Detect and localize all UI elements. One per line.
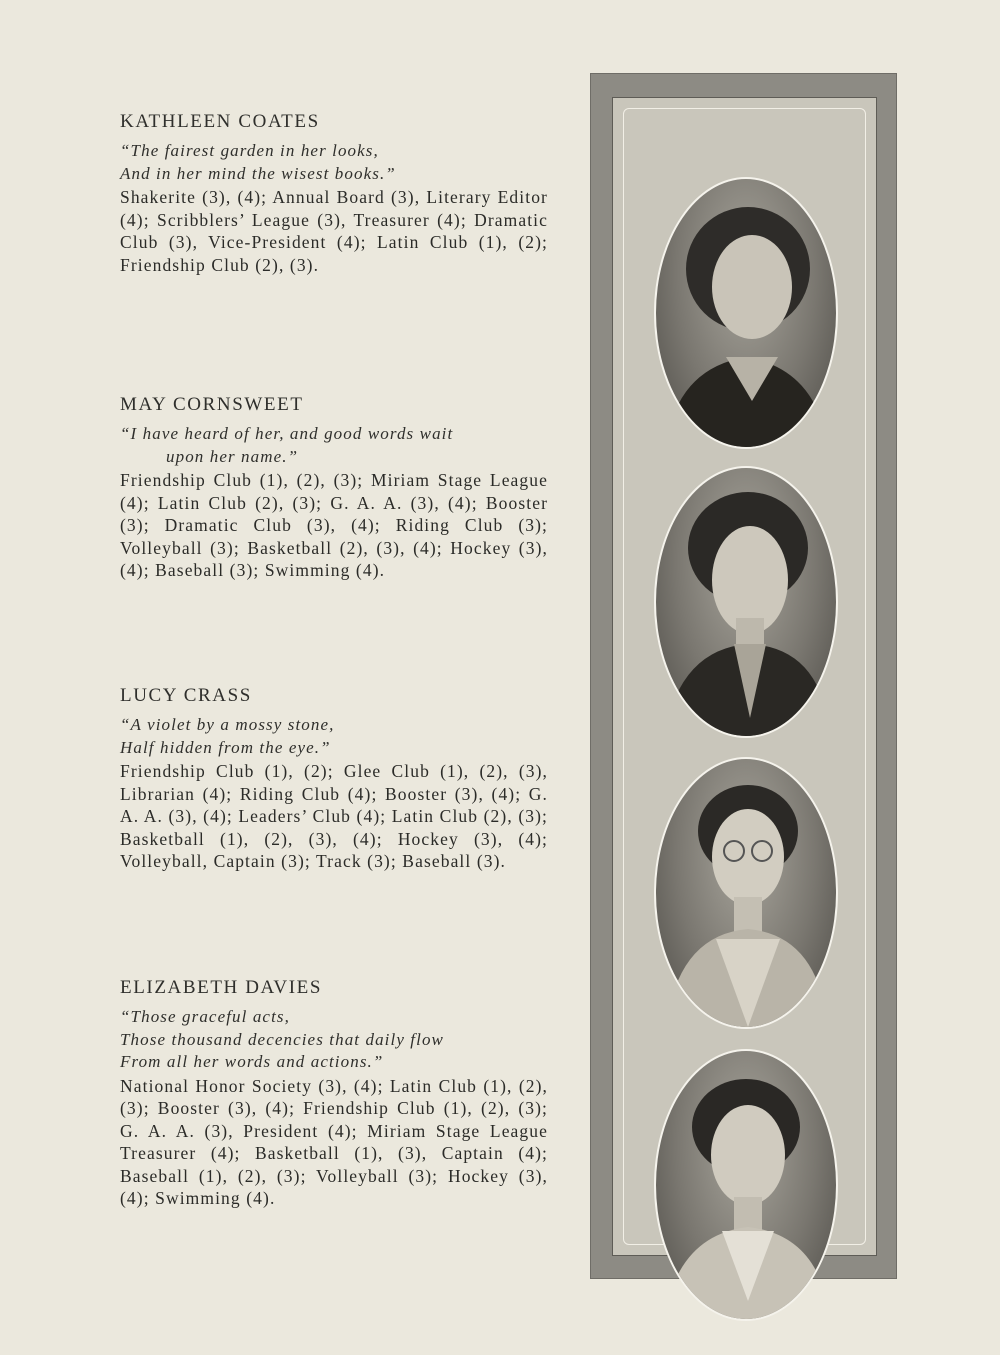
student-name: KATHLEEN COATES <box>120 111 320 132</box>
student-activities: Friendship Club (1), (2), (3); Miriam Stage League (4); Latin Club (2), (3); G. A. A. (3), (4); Booster (3); Dramatic Club (3), (4); Riding Club (3); Volleyball (3); Basketball (2), (3), (4); Hockey (3), (4); Baseball (3); Swimming (4). <box>120 470 548 580</box>
student-quote <box>120 423 548 468</box>
portrait-silhouette <box>656 759 836 1027</box>
student-entry-may-cornsweet <box>120 393 548 582</box>
portrait-photo-lucy-crass <box>654 757 838 1029</box>
quote-line: Half hidden from the eye.” <box>120 737 331 757</box>
quote-line: “I have heard of her, and good words wait <box>120 424 454 443</box>
portrait-photo-elizabeth-davies <box>654 1049 838 1321</box>
quote-line: “The fairest garden in her looks, <box>120 141 379 160</box>
student-name: MAY CORNSWEET <box>120 394 304 415</box>
student-entry-lucy-crass <box>120 684 548 873</box>
student-quote <box>120 714 548 759</box>
student-quote <box>120 1006 548 1074</box>
portrait-photo-may-cornsweet <box>654 466 838 738</box>
student-name: ELIZABETH DAVIES <box>120 977 323 998</box>
student-entry-kathleen-coates <box>120 110 548 276</box>
quote-line: “Those graceful acts, <box>120 1007 290 1026</box>
student-activities: Shakerite (3), (4); Annual Board (3), Literary Editor (4); Scribblers’ League (3), Treasurer (4); Dramatic Club (3), Vice-President (4); Latin Club (1), (2); Friendship Club (2), (3). <box>120 187 548 275</box>
quote-line: From all her words and actions.” <box>120 1052 384 1071</box>
quote-line: “A violet by a mossy stone, <box>120 715 335 734</box>
student-quote <box>120 140 548 185</box>
portrait-photo-kathleen-coates <box>654 177 838 449</box>
quote-line: upon her name.” <box>166 446 299 466</box>
portrait-silhouette <box>656 468 836 736</box>
student-activities: National Honor Society (3), (4); Latin Club (1), (2), (3); Booster (3), (4); Friendship Club (1), (2), (3); G. A. A. (3), President (4); Miriam Stage League Treasurer (4); Basketball (1), (3), Captain (4); Baseball (1), (2), (3); Volleyball (3); Hockey (3), (4); Swimming (4). <box>120 1075 548 1208</box>
portrait-silhouette <box>656 1051 836 1319</box>
student-activities: Friendship Club (1), (2); Glee Club (1), (2), (3), Librarian (4); Riding Club (4); Booster (3), (4); G. A. A. (3), (4); Leaders’ Club (4); Latin Club (2), (3); Basketball (1), (2), (3), (4); Hockey (3), (4); Volleyball, Captain (3); Track (3); Baseball (3). <box>120 761 548 871</box>
portrait-silhouette <box>656 179 836 447</box>
student-entry-elizabeth-davies <box>120 976 548 1210</box>
student-name: LUCY CRASS <box>120 685 252 706</box>
quote-line: Those thousand decencies that daily flow <box>120 1029 444 1049</box>
quote-line: And in her mind the wisest books.” <box>120 163 396 183</box>
photo-strip <box>590 73 897 1279</box>
